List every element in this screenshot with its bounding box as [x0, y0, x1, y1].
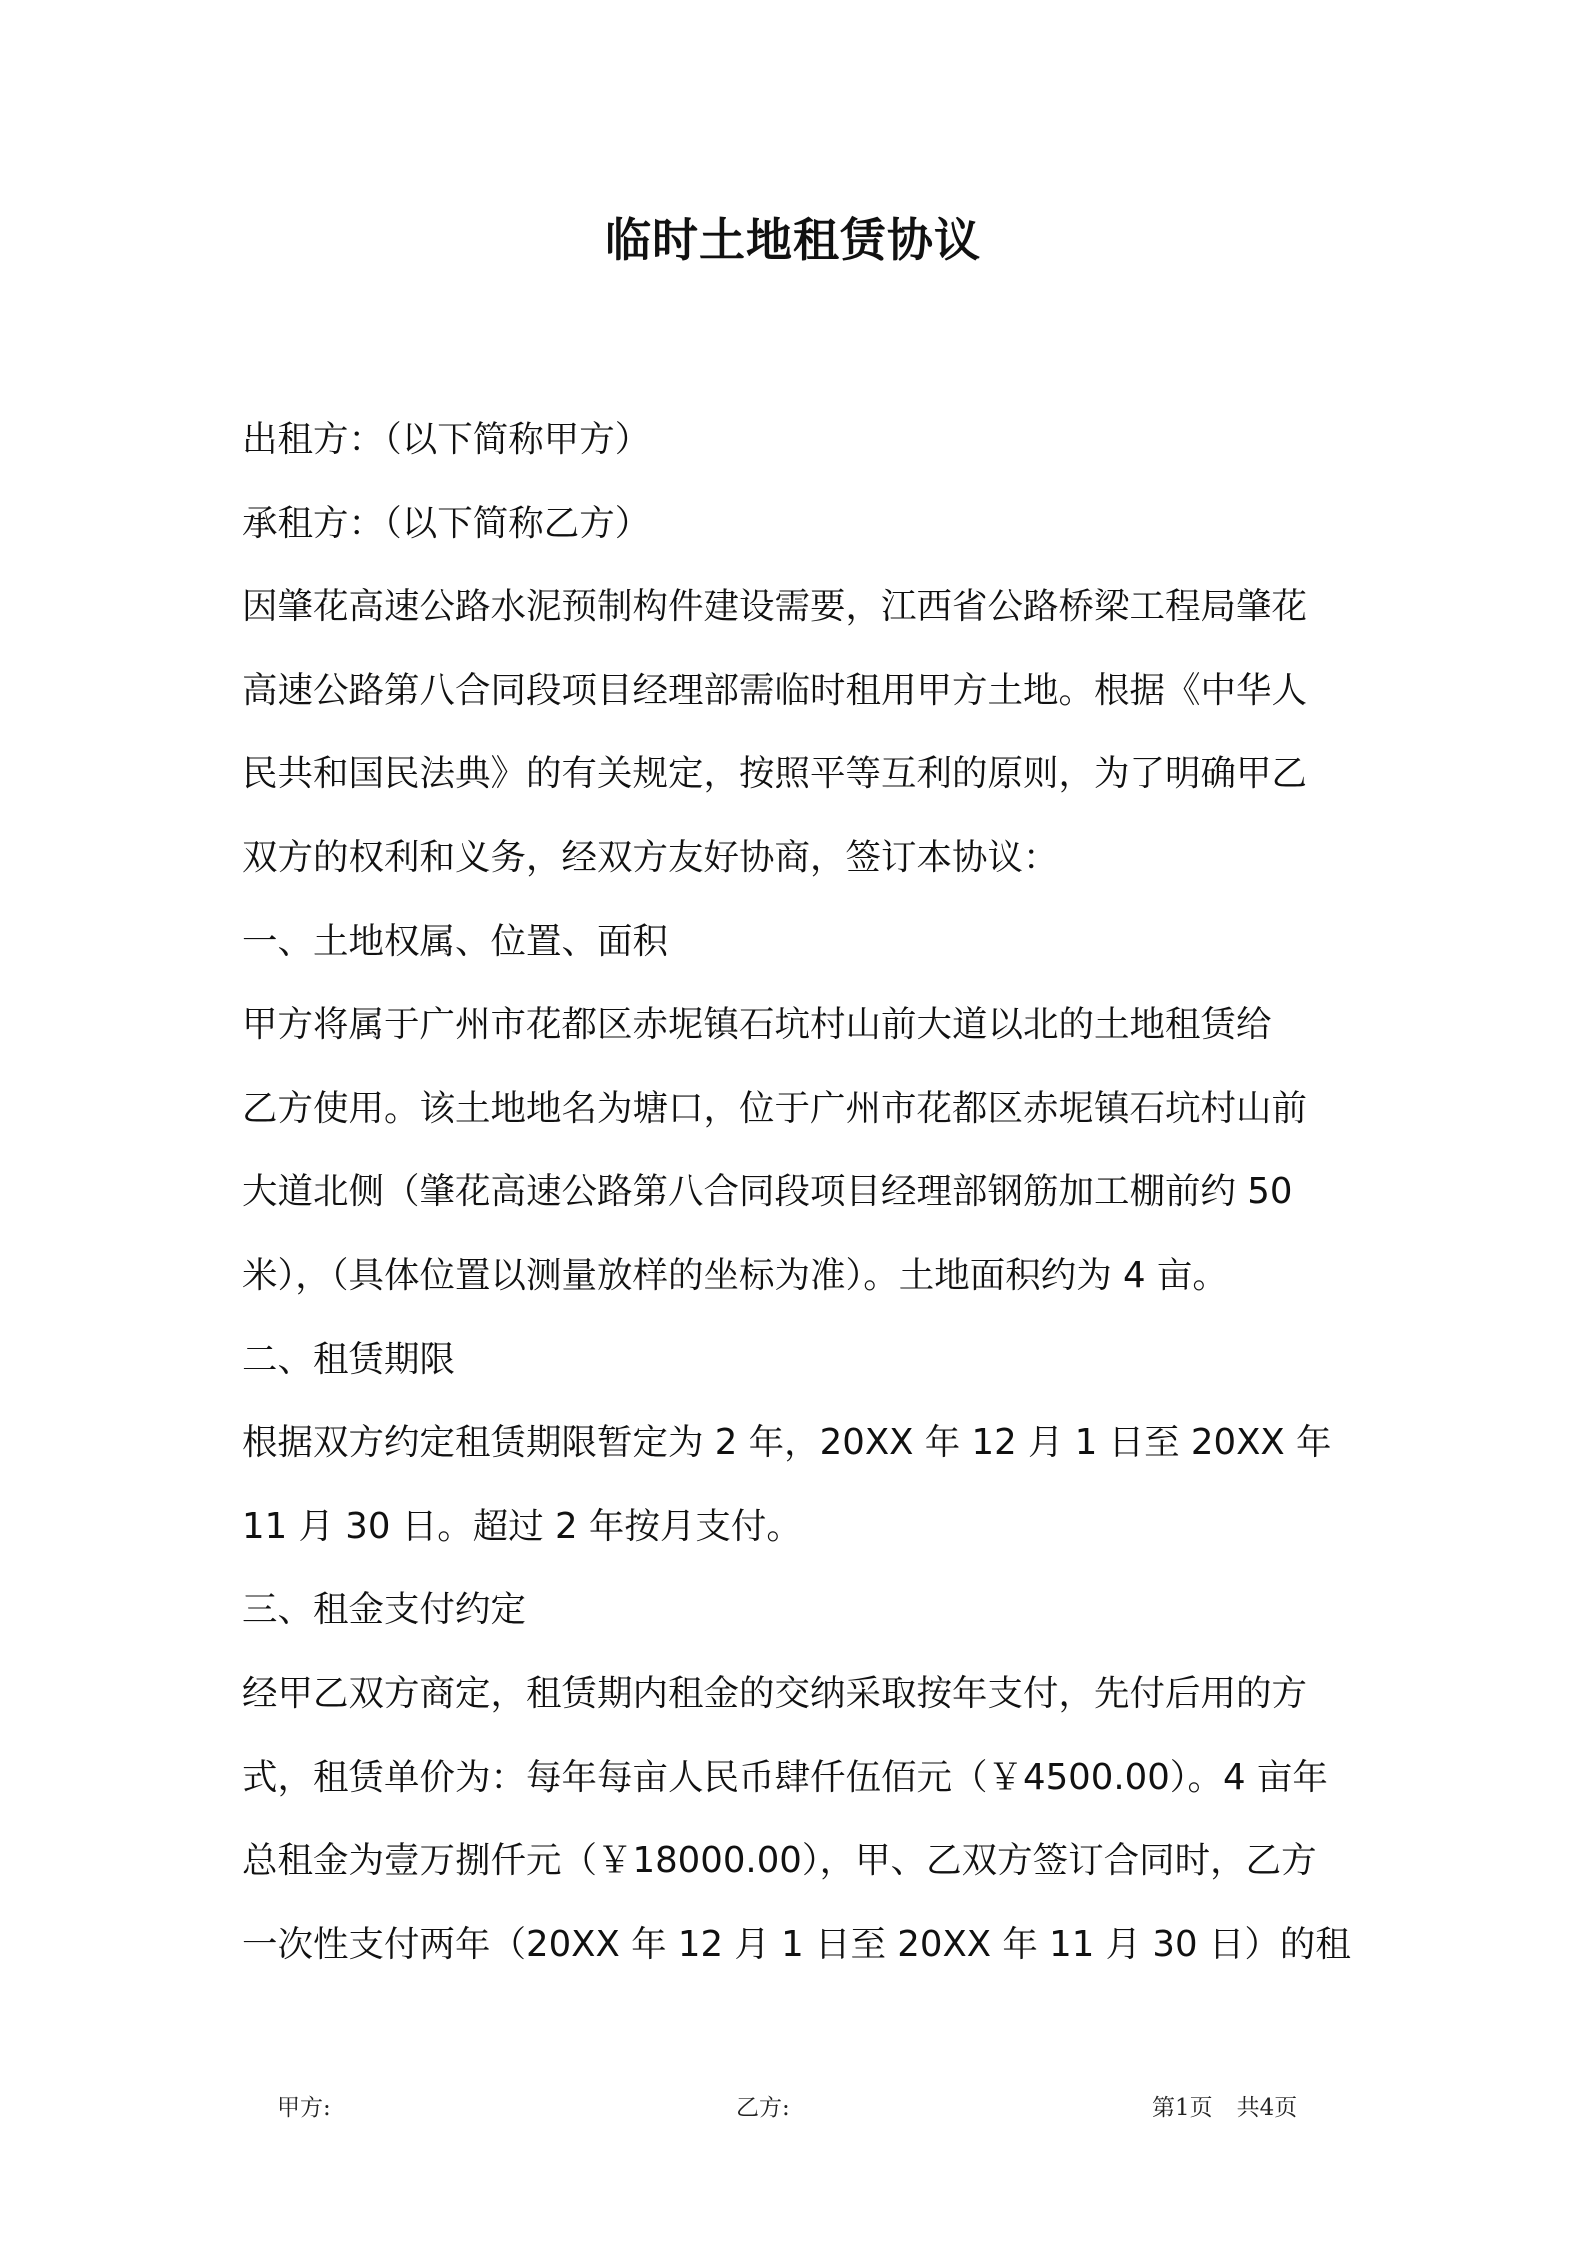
paragraph-line: 式，租赁单价为：每年每亩人民币肆仟伍佰元（￥4500.00）。4 亩年 — [242, 1756, 1328, 1798]
paragraph-line: 米），（具体位置以测量放样的坐标为准）。土地面积约为 4 亩。 — [242, 1254, 1228, 1296]
paragraph-line: 乙方使用。该土地地名为塘口，位于广州市花都区赤坭镇石坑村山前 — [242, 1087, 1308, 1129]
paragraph-line: 总租金为壹万捌仟元（￥18000.00），甲、乙双方签订合同时，乙方 — [242, 1840, 1317, 1882]
footer-party-b: 乙方: — [736, 2095, 790, 2121]
party-b-line: 承租方：（以下简称乙方） — [242, 502, 651, 544]
paragraph-line: 高速公路第八合同段项目经理部需临时租用甲方土地。根据《中华人 — [242, 669, 1308, 711]
party-a-line: 出租方：（以下简称甲方） — [242, 419, 651, 460]
paragraph-line: 11 月 30 日。超过 2 年按月支付。 — [242, 1505, 802, 1547]
page-total: 共4页 — [1236, 2095, 1298, 2121]
section-heading: 二、租赁期限 — [242, 1338, 456, 1380]
footer-party-a: 甲方: — [277, 2095, 331, 2121]
section-heading: 三、租金支付约定 — [242, 1589, 527, 1631]
document-body — [242, 398, 1352, 1986]
paragraph-line: 根据双方约定租赁期限暂定为 2 年，20XX 年 12 月 1 日至 20XX 年 — [242, 1422, 1332, 1464]
page-number — [1152, 2088, 1297, 2128]
paragraph-line: 双方的权利和义务，经双方友好协商，签订本协议： — [242, 836, 1059, 878]
section-heading: 一、土地权属、位置、面积 — [242, 920, 669, 962]
page-current: 第1页 — [1152, 2095, 1213, 2121]
paragraph-line: 民共和国民法典》的有关规定，按照平等互利的原则，为了明确甲乙 — [242, 753, 1308, 795]
paragraph-line: 大道北侧（肇花高速公路第八合同段项目经理部钢筋加工棚前约 50 — [242, 1171, 1293, 1213]
document-title: 临时土地租赁协议 — [605, 213, 981, 267]
paragraph-line: 因肇花高速公路水泥预制构件建设需要，江西省公路桥梁工程局肇花 — [242, 586, 1308, 628]
paragraph-line: 一次性支付两年（20XX 年 12 月 1 日至 20XX 年 11 月 30 日）的租 — [242, 1923, 1351, 1965]
paragraph-line: 经甲乙双方商定，租赁期内租金的交纳采取按年支付，先付后用的方 — [242, 1672, 1308, 1714]
paragraph-line: 甲方将属于广州市花都区赤坭镇石坑村山前大道以北的土地租赁给 — [242, 1004, 1272, 1046]
